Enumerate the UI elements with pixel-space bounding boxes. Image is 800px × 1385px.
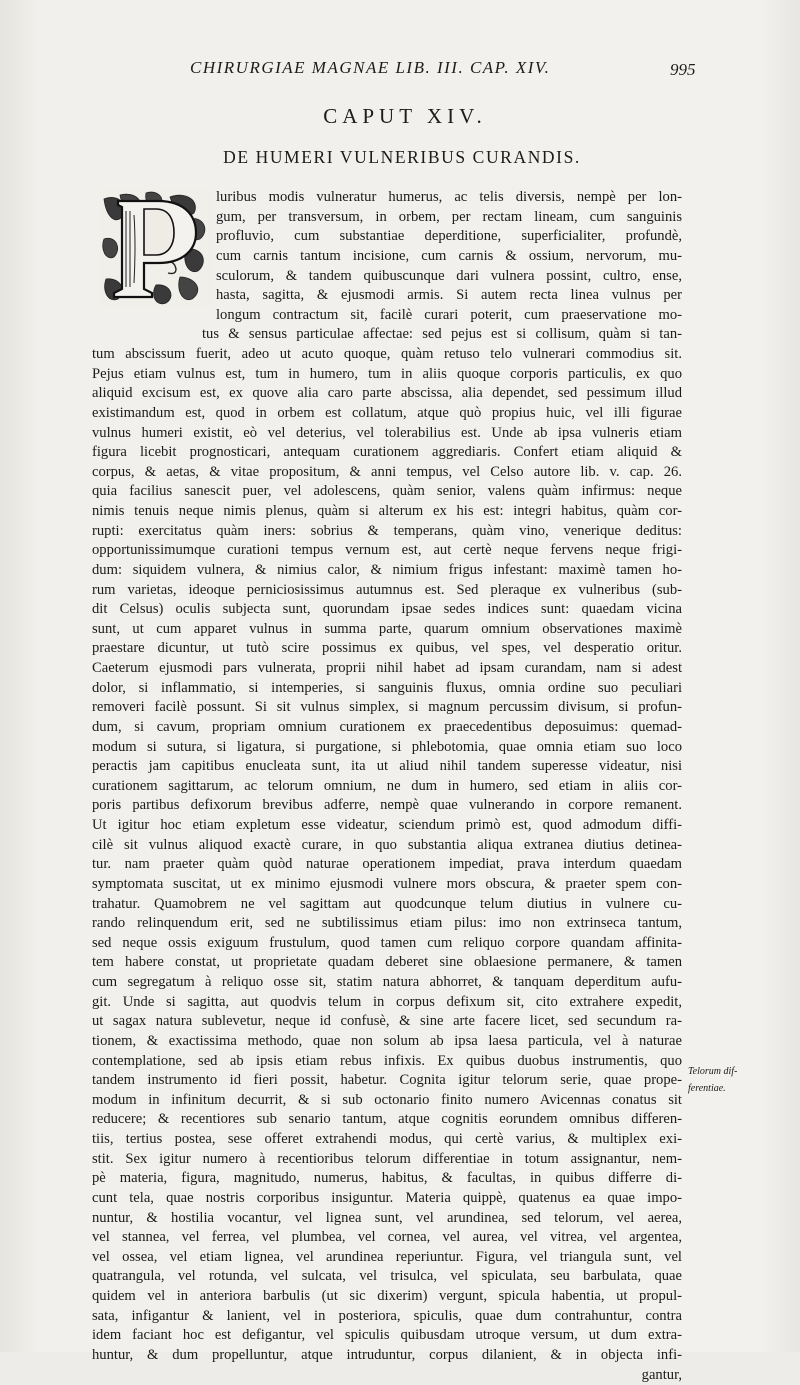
text-line: Caeterum ejusmodi pars vulnerata, proprii nihil habet ad ipsam curandam, nam si adest <box>92 659 682 679</box>
text-line: tus & sensus particulae affectae: sed pejus est si collisum, quàm si tan- <box>92 325 682 345</box>
text-line: nimis tenuis neque nimis plenus, quàm si alterum ex his est: integri habitus, quàm cor- <box>92 502 682 522</box>
text-line: tionem, & exactissima methodo, quae non solum ab ipsa laesa particula, vel à naturae <box>92 1032 682 1052</box>
text-line: sculorum, & tandem quibuscunque dari vulnera possint, cultro, ense, <box>92 267 682 287</box>
text-line: pè materia, figura, magnitudo, numerus, habitus, & facultas, in quibus differre di- <box>92 1169 682 1189</box>
text-line: corpus, & aetas, & vitae propositum, & anni tempus, vel Celso autore lib. v. cap. 26. <box>92 463 682 483</box>
text-line: curationem sagittarum, ac telorum omnium, ne dum in humero, sed etiam in aliis cor- <box>92 777 682 797</box>
text-line: cunt tela, quae nostris corporibus insiguntur. Materia quippè, quatenus ea quae impo- <box>92 1189 682 1209</box>
text-line: figura licebit prognosticari, antequam curationem aggrediaris. Confert etiam aliquid & <box>92 443 682 463</box>
text-line: modum in infinitum decurrit, & si sub octonario finito numero Avicennas conatus sit <box>92 1091 682 1111</box>
text-line: luribus modis vulneratur humerus, ac telis diversis, nempè per lon- <box>92 188 682 208</box>
text-line: git. Unde si sagitta, aut quodvis telum in corpus defixum sit, cito extrahere expedit, <box>92 993 682 1013</box>
text-line: trahatur. Quamobrem ne vel sagittam aut quodcunque telum diutius in vulnere cu- <box>92 895 682 915</box>
margin-note-line: ferentiae. <box>688 1080 792 1097</box>
chapter-title: CAPUT XIV. <box>0 104 800 129</box>
text-line: profluvio, cum substantiae deperditione, superficialiter, profundè, <box>92 227 682 247</box>
text-line: sata, infigantur & lanient, vel in posteriora, spiculis, quae dum contrahuntur, contra <box>92 1307 682 1327</box>
text-line: Pejus etiam vulnus est, tum in humero, tum in aliis quoque corporis particulis, ex quo <box>92 365 682 385</box>
text-line: cum carnis tantum incisione, cum carnis & ossium, nervorum, mu- <box>92 247 682 267</box>
body-text <box>92 188 682 1385</box>
text-line: dum, si cavum, propriam omnium curationem ex praecedentibus deposuimus: quemad- <box>92 718 682 738</box>
text-line: gum, per transversum, in orbem, per rectam lineam, cum sanguinis <box>92 208 682 228</box>
text-line: quidem vel in anteriora barbulis (ut sic dixerim) vergunt, spicula habentia, ut propul- <box>92 1287 682 1307</box>
text-line: removeri facilè possunt. Si sit vulnus simplex, si magnum percussim divisum, si profun- <box>92 698 682 718</box>
text-line: dolor, si inflammatio, si intemperies, si sanguinis fluxus, omnia ordine suo peculiari <box>92 679 682 699</box>
text-line: longum contractum sit, facilè curari poterit, cum praeservatione mo- <box>92 306 682 326</box>
text-line: reducere; & recentiores sub senario tantum, atque cognitis eorundem omnibus differen- <box>92 1110 682 1130</box>
text-line: idem faciant hoc est defigantur, vel spiculis quibusdam utroque versum, ut dum extra- <box>92 1326 682 1346</box>
text-line: nuntur, & hostilia vocantur, vel lignea sunt, vel arundinea, sed telorum, vel aerea, <box>92 1209 682 1229</box>
text-line: tem habere constat, ut proprietate quadam deberet sine oblaesione permanere, & tamen <box>92 953 682 973</box>
chapter-subtitle: DE HUMERI VULNERIBUS CURANDIS. <box>0 147 800 168</box>
text-line: tandem instrumento id fieri possit, habetur. Cognita igitur telorum serie, quae prope- <box>92 1071 682 1091</box>
text-line: sed neque ossis exiguum frustulum, quod tamen cum reliquo corpore quandam affinita- <box>92 934 682 954</box>
text-line: stit. Sex igitur numero à recentioribus telorum differentiae in totum assignantur, nem- <box>92 1150 682 1170</box>
text-line: modum si sutura, si ligatura, si purgatione, si phlebotomia, quae omnia etiam suo loco <box>92 738 682 758</box>
text-line: cum segregatum à reliquo osse sit, statim natura abhorret, & tanquam deperditum aufu- <box>92 973 682 993</box>
text-line: aliquid excisum est, ex quove alia caro parte abscissa, alia dependet, sed pessimum illud <box>92 384 682 404</box>
text-line: quatrangula, vel rotunda, vel sulcata, vel trisulca, vel spiculata, seu barbulata, quae <box>92 1267 682 1287</box>
text-line: rum varietas, ideoque perniciosissimus autumnus est. Sed pleraque ex vulneribus (sub- <box>92 581 682 601</box>
text-line: vel stannea, vel ferrea, vel plumbea, vel cornea, vel aurea, vel vitrea, vel argentea, <box>92 1228 682 1248</box>
text-line: hasta, sagitta, & ejusmodi armis. Si autem recta linea vulnus per <box>92 286 682 306</box>
text-line: huntur, & dum propelluntur, atque intruduntur, corpus dilanient, & in objecta infi- <box>92 1346 682 1366</box>
text-line: vel ossea, vel etiam lignea, vel arundinea reperiuntur. Figura, vel triangula sunt, vel <box>92 1248 682 1268</box>
text-line: rando relinquendum erit, sed ne subtilissimus etiam pilus: imo non extrinseca tantum, <box>92 914 682 934</box>
margin-note <box>688 1063 792 1097</box>
text-line: tur. nam praeter quàm quòd naturae operationem impediat, prava interdum quaedam <box>92 855 682 875</box>
text-line: praestare dicuntur, ut tutò scire possimus ex quibus, vel spes, vel desperatio oritur. <box>92 639 682 659</box>
text-line: dit Celsus) oculis subjecta sunt, quorundam ipsae sedes indices sunt: quaedam vicina <box>92 600 682 620</box>
text-line: vulnus humeri existit, eò vel deterius, vel tolerabilius est. Unde ab ipsa vulneris etiam <box>92 424 682 444</box>
text-line: contemplatione, sed ab ipsis etiam rebus infixis. Ex quibus duobus instrumentis, quo <box>92 1052 682 1072</box>
text-line: gantur, <box>92 1366 682 1385</box>
text-line: opportunissimumque curationi tempus vernum est, aut certè neque fervens neque frigi- <box>92 541 682 561</box>
text-line: poris partibus defixorum brevibus adferre, nempè quae vulnerando in corpore remanent. <box>92 796 682 816</box>
margin-note-line: Telorum dif- <box>688 1063 792 1080</box>
text-line: peractis jam capitibus enucleata sunt, ita ut aliud nihil tandem superesse videatur, nisi <box>92 757 682 777</box>
text-line: sunt, ut cum apparet vulnus in summa parte, quarum omnium observationes maximè <box>92 620 682 640</box>
text-line: rupti: exercitatus quàm iners: sobrius & temperans, quàm vino, venerique deditus: <box>92 522 682 542</box>
text-line: tum abscissum fuerit, adeo ut acuto quoque, quàm retuso telo vulnerari commodius sit. <box>92 345 682 365</box>
running-head: CHIRURGIAE MAGNAE LIB. III. CAP. XIV. <box>190 58 720 78</box>
text-line: symptomata suscitat, ut ex minimo ejusmodi vulnere mors obscura, & praeter spem con- <box>92 875 682 895</box>
text-line: quia facilius sanescit puer, vel adolescens, quàm senior, valens quàm infirmus: neque <box>92 482 682 502</box>
text-line: Ut igitur hoc etiam expletum esse videatur, sciendum primò est, quod admodum diffi- <box>92 816 682 836</box>
text-line: dum: siquidem vulnera, & nimius calor, & nimium frigus infestant: maximè tamen ho- <box>92 561 682 581</box>
text-line: cilè sit vulnus aliquod exactè curare, in quo substantia aliqua extranea diutius detinea- <box>92 836 682 856</box>
text-line: existimandum est, quod in orbem est collatum, atque quò propius huic, vel illi figurae <box>92 404 682 424</box>
text-line: ut sagax natura sublevetur, neque id confusè, & sine arte facere licet, sed secundum ra- <box>92 1012 682 1032</box>
text-line: tiis, tertius postea, sese offeret extrahendi modus, qui certè varius, & multiplex exi- <box>92 1130 682 1150</box>
page-number: 995 <box>670 60 696 80</box>
